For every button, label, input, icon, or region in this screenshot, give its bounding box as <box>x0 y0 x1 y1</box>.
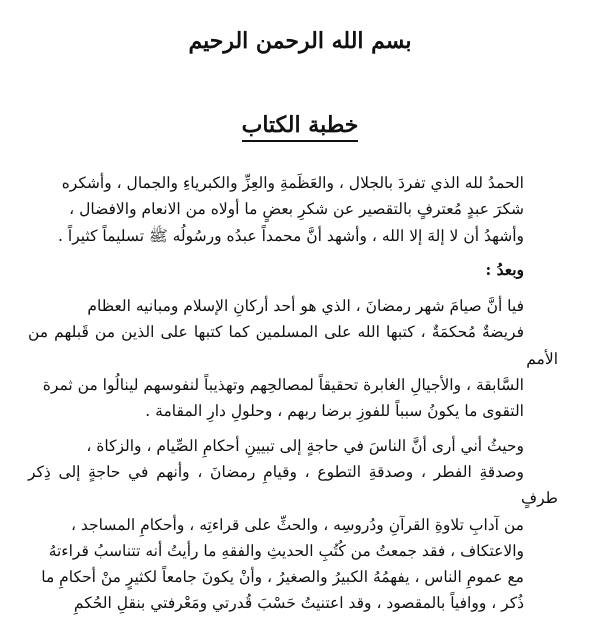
text-line: والاعتكاف ، فقد جمعتُ من كُتُبِ الحديثِ والفقهِ ما رأيتُ أنه تتناسبُ قراءتهُ <box>48 541 524 560</box>
text-line: ذُكر ، ووافياً بالمقصود ، وقد اعتنيتُ حَسْبَ قُدرتي ومَعْرفتي بنقلِ الحُكمِ <box>73 594 524 613</box>
basmala: بسم الله الرحمن الرحيم <box>188 28 412 54</box>
chapter-heading-text: خطبة الكتاب <box>242 112 359 142</box>
paragraph-ramadan <box>28 293 558 424</box>
chapter-heading <box>0 112 600 138</box>
text-line: وحيثُ أني أرى أنَّ الناسَ في حاجةٍ إلى تبيينِ أحكامِ الصِّيام ، والزكاة ، <box>86 436 524 455</box>
text-line: وأشهدُ أن لا إلهَ إلا الله ، وأشهد أنَّ محمداً عبدُه ورسُولُه ﷺ تسليماً كثيراً . <box>58 226 524 245</box>
paragraph-wabad <box>28 257 558 283</box>
text-line: شكرَ عبدٍ مُعترفٍ بالتقصير عن شكرِ بعضٍ ما أولاه من الانعام والافضال ، <box>69 200 524 219</box>
text-line: السَّابقة ، والأجيالِ الغابرة تحقيقاً لمصالحِهم وتهذيباً لنفوسهم لينالُوا من ثمرة <box>42 376 524 395</box>
text-line: من آدابِ تلاوةِ القرآنِ ودُروسِه ، والحثِّ على قراءتِه ، وأحكامِ المساجد ، <box>70 515 524 534</box>
text-line: وصدقةِ الفطر ، وصدقةِ التطوع ، وقيامِ رمضانَ ، وأنهم في حاجةٍ إلى ذِكر طرفٍ <box>28 462 558 508</box>
document-body <box>28 170 558 625</box>
text-line: التقوى ما يكونُ سبباً للفوزِ برضا ربهم ، وحلولِ دارِ المقامة . <box>145 402 524 421</box>
paragraph-reason <box>28 433 558 617</box>
text-line: الحمدُ لله الذي تفردَ بالجلال ، والعَظَمةِ والعِزِّ والكبرياءِ والجمال ، وأشكره <box>61 174 524 192</box>
text-line: وبعدُ : <box>485 259 524 279</box>
paragraph-intro <box>28 170 558 249</box>
text-line: مع عمومِ الناس ، يفهمُهُ الكبيرُ والصغيرُ ، وأنْ يكونَ جامعاً لكثيرٍ منْ أحكامِ ما <box>41 568 524 587</box>
text-line: فريضةٌ مُحكمَةٌ ، كتبها الله على المسلمين كما كتبها على الذين من قَبلهم من الأمم <box>28 323 558 368</box>
text-line: فيا أنَّ صيامَ شهر رمضانَ ، الذي هو أحد أركانِ الإسلام ومبانيه العظام <box>87 297 524 316</box>
